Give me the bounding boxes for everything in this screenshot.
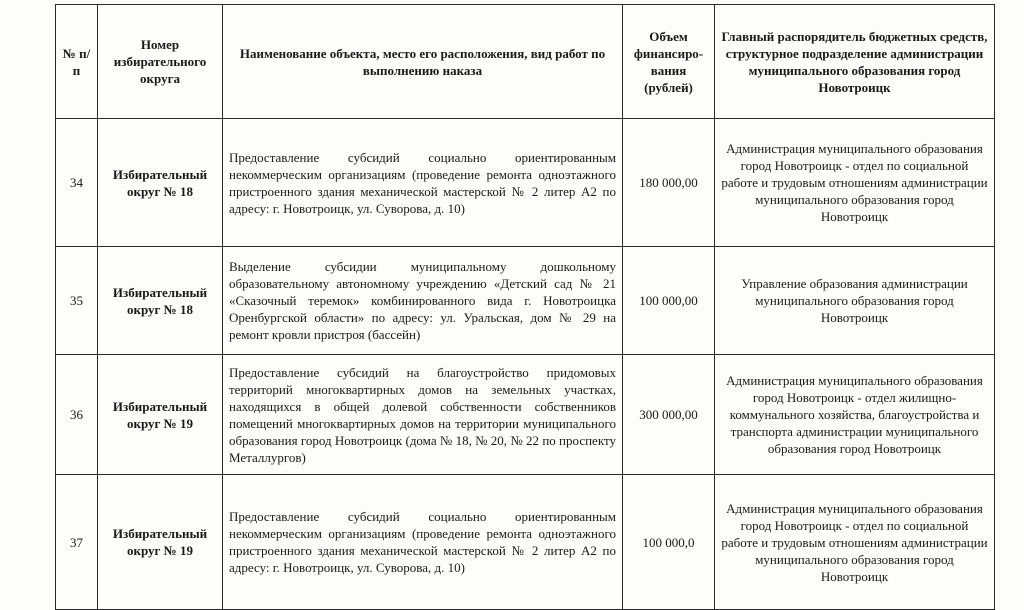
row-okrug: Избирательный округ № 18 — [98, 119, 223, 247]
row-num: 34 — [56, 119, 98, 247]
table-row — [56, 247, 995, 355]
row-name: Выделение субсидии муниципальному дошкольному образовательному автономному учреждению «Детский сад № 21 «Сказочный теремок» комбинированного вида г. Новотроицка Оренбургской области» по адресу: ул. Уральская, дом № 29 на ремонт кровли пристроя (бассейн) — [223, 247, 623, 355]
row-distributor: Администрация муниципального образования город Новотроицк - отдел по социальной работе и трудовым отношениям администрации муниципального образования город Новотроицк — [715, 119, 995, 247]
table-row — [56, 355, 995, 475]
nakaz-table — [55, 4, 995, 610]
row-num: 37 — [56, 475, 98, 610]
row-distributor: Администрация муниципального образования город Новотроицк - отдел по социальной работе и трудовым отношениям администрации муниципального образования город Новотроицк — [715, 475, 995, 610]
row-distributor: Администрация муниципального образования город Новотроицк - отдел жилищно-коммунального хозяйства, благоустройства и транспорта администрации муниципального образования город Новотроицк — [715, 355, 995, 475]
header-sum: Объем финансиро-вания (рублей) — [623, 5, 715, 119]
row-name: Предоставление субсидий социально ориентированным некоммерческим организациям (проведение ремонта одноэтажного пристроенного здания механической мастерской № 2 литер А2 по адресу: г. Новотроицк, ул. Суворова, д. 10) — [223, 475, 623, 610]
row-okrug: Избирательный округ № 19 — [98, 475, 223, 610]
row-okrug: Избирательный округ № 18 — [98, 247, 223, 355]
row-name: Предоставление субсидий на благоустройство придомовых территорий многоквартирных домов на земельных участках, находящихся в общей долевой собственности собственников помещений многоквартирных домов на территории муниципального образования город Новотроицк (дома № 18, № 20, № 22 по проспекту Металлургов) — [223, 355, 623, 475]
header-num: № п/п — [56, 5, 98, 119]
row-okrug: Избирательный округ № 19 — [98, 355, 223, 475]
table-row — [56, 119, 995, 247]
row-sum: 100 000,00 — [623, 247, 715, 355]
header-okrug: Номер избирательного округа — [98, 5, 223, 119]
row-sum: 300 000,00 — [623, 355, 715, 475]
header-distributor: Главный распорядитель бюджетных средств, структурное подразделение администрации муниципального образования город Новотроицк — [715, 5, 995, 119]
row-sum: 180 000,00 — [623, 119, 715, 247]
row-sum: 100 000,0 — [623, 475, 715, 610]
header-name: Наименование объекта, место его расположения, вид работ по выполнению наказа — [223, 5, 623, 119]
row-num: 35 — [56, 247, 98, 355]
row-name: Предоставление субсидий социально ориентированным некоммерческим организациям (проведение ремонта одноэтажного пристроенного здания механической мастерской № 2 литер А2 по адресу: г. Новотроицк, ул. Суворова, д. 10) — [223, 119, 623, 247]
row-num: 36 — [56, 355, 98, 475]
table-header-row — [56, 5, 995, 119]
table-row — [56, 475, 995, 610]
row-distributor: Управление образования администрации муниципального образования город Новотроицк — [715, 247, 995, 355]
